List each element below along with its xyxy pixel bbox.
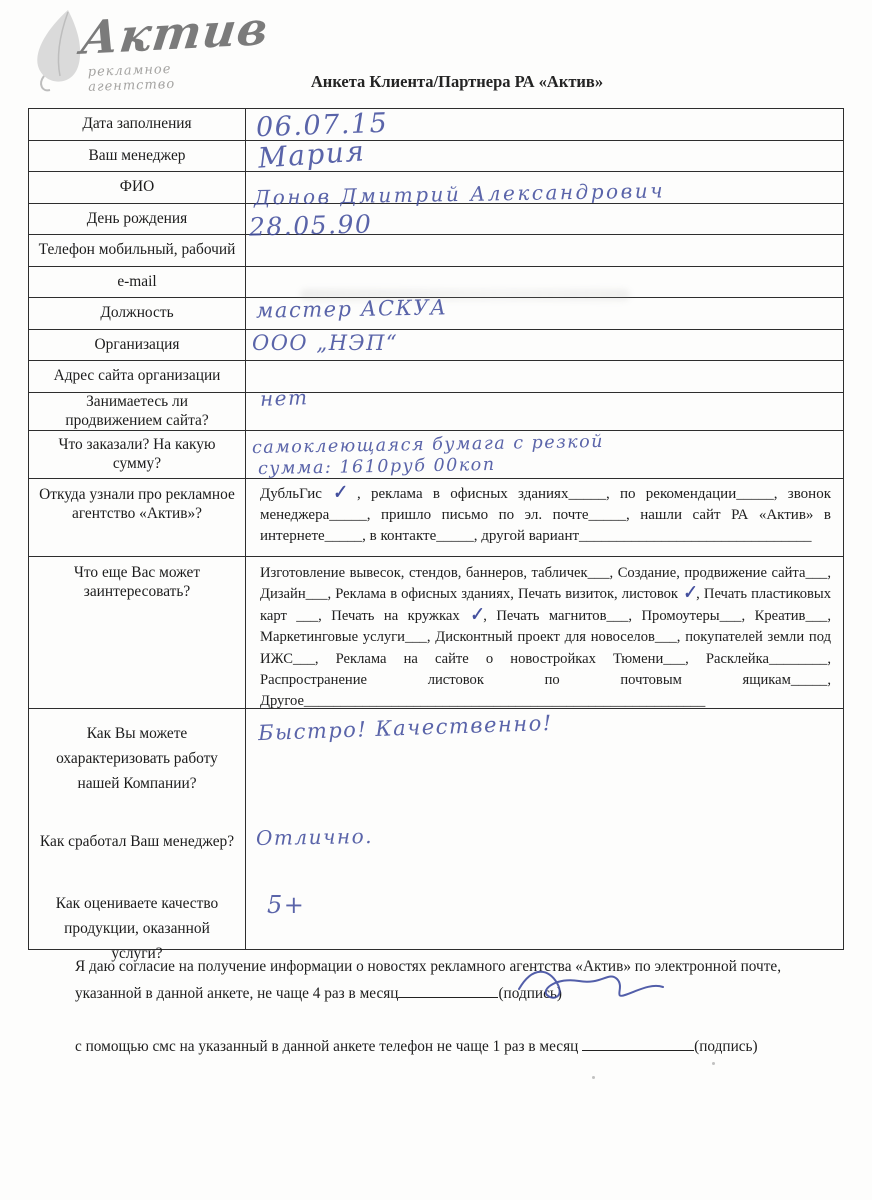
logo-brand-text: Актив [77, 1, 273, 65]
handwriting-manager-feedback: Отлично. [255, 823, 374, 851]
scan-speck [592, 1076, 595, 1079]
row-order [29, 431, 843, 479]
row-site-address [29, 361, 843, 393]
question-quality-rating: Как оцениваете качество продукции, оказанной услуги? [55, 895, 219, 962]
row-label: Ваш менеджер [29, 141, 246, 171]
row-value-cell [246, 204, 843, 234]
checkmark-icon: ✓ [467, 602, 485, 625]
row-value-cell [246, 235, 843, 266]
signature-line [398, 984, 498, 998]
row-value-cell [246, 267, 843, 297]
row-value-cell [246, 479, 843, 556]
source-options-text: ДубльГис ✓ , реклама в офисных зданиях_____, по рекомендации_____, звонок менеджера_____, пришло письмо по эл. почте_____, нашли сайт РА «Актив» в интернете_____, в контакте_____, другой вариант_______________________________ [260, 481, 831, 544]
consent-section [75, 953, 807, 1060]
row-fio [29, 172, 843, 204]
handwriting-quality-rating: 5+ [267, 891, 306, 919]
handwriting-fio: Донов Дмитрий Александрович [253, 178, 666, 210]
interest-options-text: Изготовление вывесок, стендов, баннеров, табличек___, Создание, продвижение сайта___, Дизайн___, Реклама в офисных зданиях, Печать визиток, листовок ✓, Печать пластиковых карт ___, Печать на кружках ✓, Печать магнитов___, Промоутеры___, Креатив___, Маркетинговые услуги___, Дисконтный проект для новоселов___, покупателей земли под ИЖС___, Реклама на сайте о новостройках Тюмени___, Расклейка________, Распространение листовок по почтовым ящикам_____, Другое_______________________________________________________ [260, 565, 831, 710]
question-manager-work: Как сработал Ваш менеджер? [39, 833, 235, 850]
row-label: Должность [29, 298, 246, 329]
row-birthday [29, 204, 843, 235]
handwriting-organization: ООО „НЭП“ [252, 331, 399, 355]
questionnaire-table [28, 108, 844, 962]
row-value-cell [246, 709, 843, 949]
row-value-cell [246, 109, 843, 140]
row-label: Телефон мобильный, рабочий [29, 235, 246, 266]
form-title: Анкета Клиента/Партнера РА «Актив» [310, 72, 604, 91]
scan-speck [712, 1062, 715, 1065]
row-value-cell [246, 393, 843, 430]
handwriting-date: 06.07.15 [255, 107, 389, 144]
row-phone [29, 235, 843, 267]
checkmark-icon: ✓ [680, 581, 698, 604]
row-label: Занимаетесь ли продвижением сайта? [29, 393, 246, 430]
row-interests [29, 557, 843, 709]
row-position [29, 298, 843, 330]
consent-email-paragraph [75, 953, 807, 1007]
row-value-cell [246, 298, 843, 329]
row-label: Что заказали? На какую сумму? [29, 431, 246, 478]
row-value-cell [246, 431, 843, 478]
question-company-work: Как Вы можете охарактеризовать работу нашей Компании? [56, 725, 218, 792]
row-value-cell [246, 330, 843, 360]
row-email [29, 267, 843, 298]
row-manager [29, 141, 843, 172]
row-value-cell [246, 361, 843, 392]
row-organization [29, 330, 843, 361]
row-feedback [29, 709, 843, 962]
sign-label: (подпись) [498, 985, 562, 1002]
row-source [29, 479, 843, 557]
row-site-promotion [29, 393, 843, 431]
row-date [29, 109, 843, 141]
logo-tagline-text: рекламное агентство [87, 61, 176, 95]
consent-sms-text: с помощью смс на указанный в данной анкете телефон не чаще 1 раз в месяц [75, 1038, 579, 1055]
row-label: Что еще Вас может заинтересовать? [29, 557, 246, 708]
consent-sms-paragraph [75, 1033, 807, 1060]
row-label: День рождения [29, 204, 246, 234]
row-value-cell [246, 141, 843, 171]
handwriting-order-line1: самоклеющаяся бумага с резкой [251, 431, 605, 459]
row-label: e-mail [29, 267, 246, 297]
consent-email-text: Я даю согласие на получение информации о новостях рекламного агентства «Актив» по электронной почте, указанной в данной анкете, не чаще 4 раз в месяц [75, 958, 782, 1002]
handwriting-manager: Мария [256, 134, 367, 175]
row-label: Дата заполнения [29, 109, 246, 140]
row-label: Организация [29, 330, 246, 360]
handwriting-company-feedback: Быстро! Качественно! [257, 710, 554, 746]
feedback-questions-cell [29, 709, 246, 962]
row-label: Адрес сайта организации [29, 361, 246, 392]
handwriting-birthday: 28.05.90 [248, 209, 373, 242]
row-label: ФИО [29, 172, 246, 203]
signature-scribble [513, 959, 703, 1003]
sign-label: (подпись) [694, 1038, 758, 1055]
row-value-cell [246, 557, 843, 708]
row-value-cell [246, 172, 843, 203]
signature-line [582, 1037, 694, 1051]
handwriting-position: мастер АСКУА [255, 295, 448, 323]
handwriting-order-line2: сумма: 1610руб 00коп [257, 454, 496, 480]
handwriting-site-promotion: нет [259, 385, 309, 411]
checkmark-icon: ✓ [330, 481, 349, 505]
row-label: Откуда узнали про рекламное агентство «Актив»? [29, 479, 246, 556]
